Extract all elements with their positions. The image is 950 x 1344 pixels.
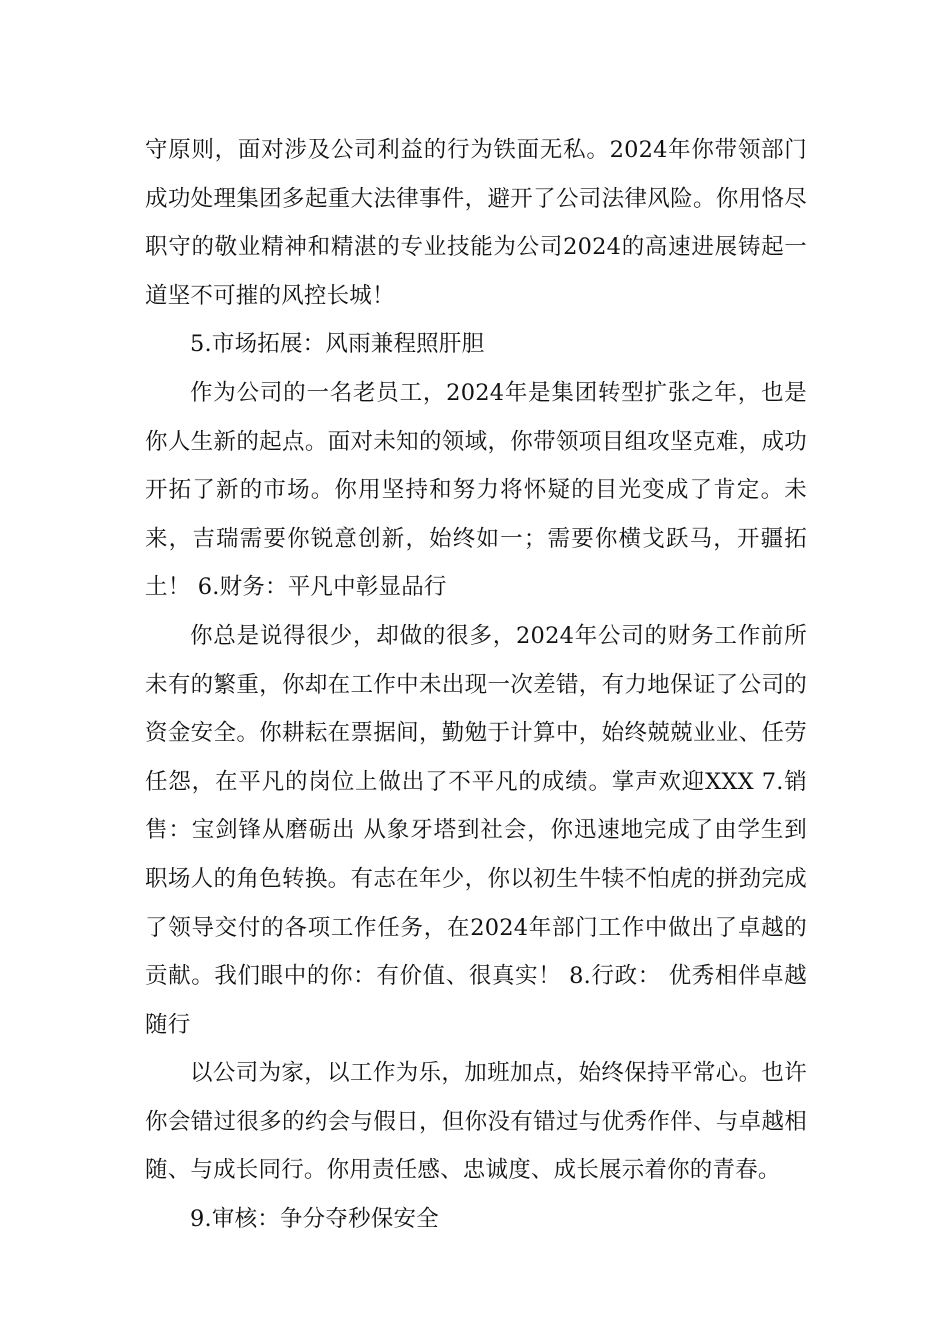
- heading-audit: 9.审核：争分夺秒保安全: [190, 1206, 439, 1233]
- heading-market-expansion: 5.市场拓展：风雨兼程照肝胆: [190, 331, 485, 358]
- paragraph-market-expansion: 作为公司的一名老员工，2024年是集团转型扩张之年，也是你人生新的起点。面对未知的领域，你带领项目组攻坚克难，成功开拓了新的市场。你用坚持和努力将怀疑的目光变成了肯定。未来，吉瑞需要你锐意创新，始终如一；需要你横戈跃马，开疆拓土！ 6.财务：平凡中彰显品行: [145, 379, 807, 601]
- document-body: [145, 126, 807, 1244]
- paragraph-admin-body: 以公司为家，以工作为乐，加班加点，始终保持平常心。也许你会错过很多的约会与假日，但你没有错过与优秀作伴、与卓越相随、与成长同行。你用责任感、忠诚度、成长展示着你的青春。: [145, 1060, 807, 1184]
- paragraph-finance-sales-admin: 你总是说得很少，却做的很多，2024年公司的财务工作前所未有的繁重，你却在工作中未出现一次差错，有力地保证了公司的资金安全。你耕耘在票据间，勤勉于计算中，始终兢兢业业、任劳任怨，在平凡的岗位上做出了不平凡的成绩。掌声欢迎XXX 7.销售：宝剑锋从磨砺出 从象牙塔到社会，你迅速地完成了由学生到职场人的角色转换。有志在年少，你以初生牛犊不怕虎的拼劲完成了领导交付的各项工作任务，在2024年部门工作中做出了卓越的贡献。我们眼中的你：有价值、很真实！ 8.行政： 优秀相伴卓越随行: [145, 622, 807, 1038]
- paragraph-legal-conclusion: 守原则，面对涉及公司利益的行为铁面无私。2024年你带领部门成功处理集团多起重大法律事件，避开了公司法律风险。你用恪尽职守的敬业精神和精湛的专业技能为公司2024的高速进展铸起一道坚不可摧的风控长城！: [145, 137, 807, 309]
